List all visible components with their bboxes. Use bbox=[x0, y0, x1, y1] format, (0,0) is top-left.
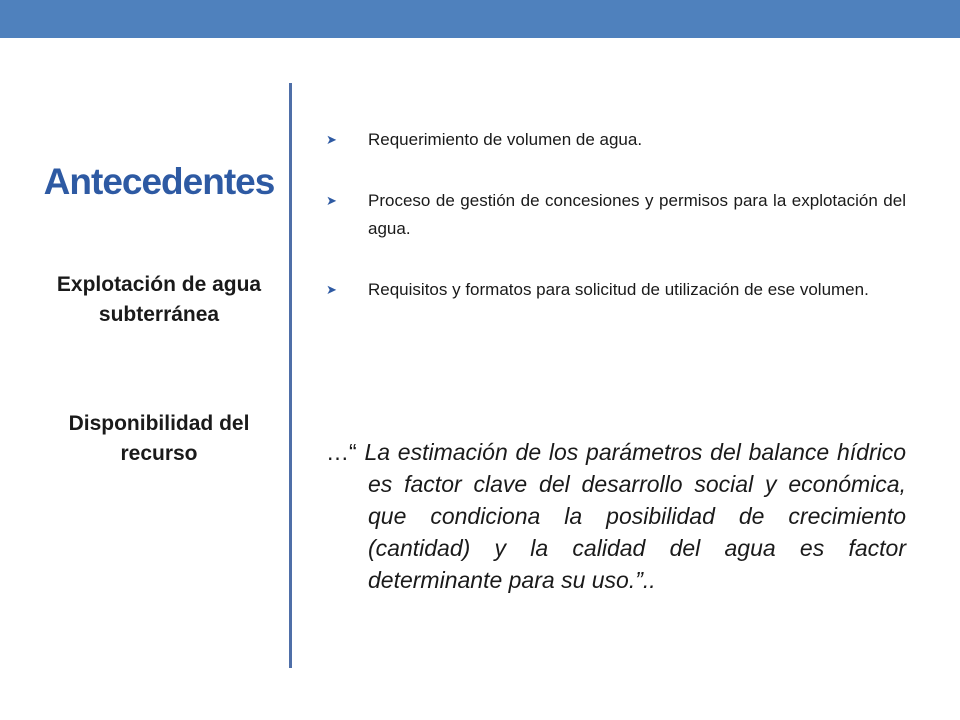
arrow-bullet-icon: ➤ bbox=[326, 282, 337, 297]
left-panel bbox=[30, 160, 288, 465]
bullet-text: Requerimiento de volumen de agua. bbox=[368, 130, 643, 149]
quote-block bbox=[326, 436, 906, 596]
bullet-text: Proceso de gestión de concesiones y permisos para la explotación del agua. bbox=[368, 191, 906, 238]
arrow-bullet-icon: ➤ bbox=[326, 132, 337, 147]
slide-title: Antecedentes bbox=[43, 161, 275, 202]
bullet-text: Requisitos y formatos para solicitud de utilización de ese volumen. bbox=[368, 280, 869, 299]
bullet-item bbox=[326, 276, 906, 304]
quote-text: La estimación de los parámetros del balance hídrico es factor clave del desarrollo social y económica, que condiciona la posibilidad de crecimiento (cantidad) y la calidad del agua es factor determinante para su uso.”.. bbox=[364, 439, 906, 593]
arrow-bullet-icon: ➤ bbox=[326, 193, 337, 208]
bullet-item bbox=[326, 187, 906, 243]
quote-prefix: …“ bbox=[326, 439, 357, 465]
top-accent-bar bbox=[0, 0, 960, 38]
subtitle-resource-availability: Disponibilidad del recurso bbox=[68, 412, 250, 465]
subtitle-groundwater: Explotación de agua subterránea bbox=[56, 273, 262, 326]
bullet-item bbox=[326, 126, 906, 154]
bullet-list bbox=[326, 126, 906, 337]
vertical-divider bbox=[289, 83, 292, 668]
